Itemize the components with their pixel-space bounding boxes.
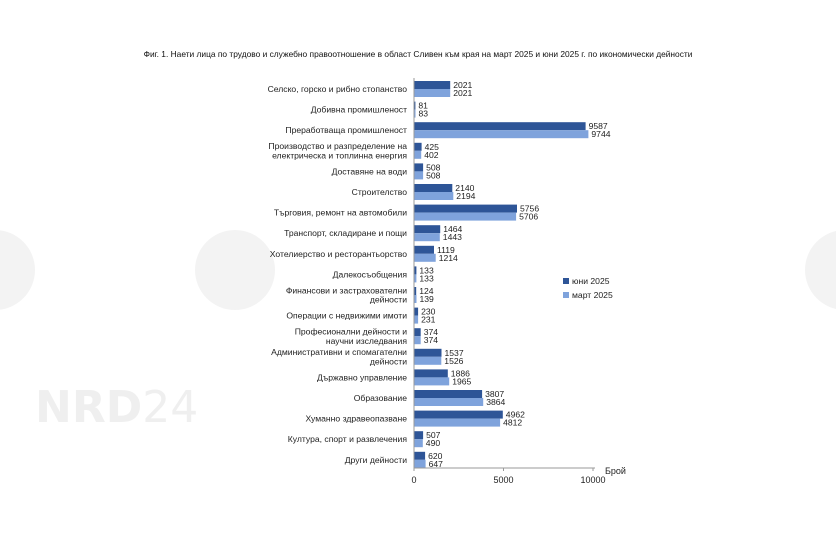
category-label: Образование (353, 393, 407, 403)
category-label: Доставяне на води (331, 166, 407, 177)
data-label: 620 (428, 450, 443, 461)
data-label: 139 (419, 294, 434, 304)
data-label: 5756 (520, 203, 540, 214)
category-label: Професионални дейности и научни изследвания (294, 326, 407, 346)
data-label: 1886 (450, 368, 470, 379)
data-label: 1443 (442, 232, 462, 243)
data-label: 231 (421, 314, 436, 325)
category-label: Финансови и застрахователни дейности (285, 285, 407, 305)
watermark-text: NRD24 (35, 382, 199, 433)
category-label: Транспорт, складиране и пощи (284, 228, 407, 239)
bar (414, 349, 442, 357)
tick-label: 10000 (580, 475, 606, 485)
category-label: Далекосъобщения (332, 269, 407, 280)
bar (414, 233, 440, 241)
bar (414, 81, 450, 89)
data-label: 507 (426, 430, 441, 441)
bar (414, 143, 422, 151)
bar (414, 89, 450, 97)
bar (414, 439, 423, 447)
category-label: Преработваща промишленост (285, 125, 407, 136)
bar (414, 163, 423, 171)
data-label: 9744 (591, 129, 611, 140)
bar (414, 171, 423, 179)
bar (414, 411, 503, 419)
bar (414, 122, 586, 130)
category-label: Операции с недвижими имоти (286, 310, 407, 321)
data-label: 1526 (444, 355, 464, 366)
data-label: 1214 (438, 252, 458, 263)
bar (414, 308, 418, 316)
bar (414, 225, 440, 233)
legend-label: юни 2025 (572, 276, 610, 286)
legend-swatch (563, 292, 569, 298)
bar (414, 205, 517, 213)
bar (414, 452, 425, 460)
data-label: 374 (423, 335, 439, 346)
bar (414, 328, 421, 336)
bar (414, 151, 421, 159)
legend (563, 276, 613, 300)
data-label: 1119 (437, 244, 455, 255)
data-label: 124 (419, 286, 434, 296)
data-label: 133 (419, 273, 434, 284)
bar (414, 254, 436, 262)
watermark-logo-left-icon (0, 230, 35, 310)
bar (414, 357, 441, 365)
bar (414, 213, 516, 221)
data-label: 9587 (588, 121, 608, 132)
data-label: 1965 (452, 376, 472, 387)
category-label: Хуманно здравеопазване (305, 413, 407, 424)
tick-label: 5000 (493, 475, 514, 485)
data-label: 1537 (444, 347, 464, 358)
category-label: Добивна промишленост (310, 104, 407, 115)
category-label: Строителство (351, 187, 407, 197)
data-label: 2194 (456, 191, 476, 201)
data-label: 5706 (519, 211, 539, 222)
data-label: 4962 (505, 409, 525, 420)
data-label: 425 (424, 141, 439, 152)
bar (414, 246, 434, 254)
data-label: 508 (426, 162, 441, 173)
data-label: 490 (425, 438, 441, 449)
category-label: Други дейности (344, 454, 407, 465)
bar (414, 316, 418, 324)
category-label: Административни и спомагателни дейности (271, 347, 407, 367)
bar (414, 431, 423, 439)
chart-title: Фиг. 1. Наети лица по трудово и служебно правоотношение в област Сливен към края на март 2025 и юни 2025 г. по икономически дейности (143, 49, 693, 59)
bar (414, 130, 588, 138)
data-label: 2021 (453, 80, 473, 90)
data-label: 2140 (455, 183, 475, 193)
bar (414, 192, 453, 200)
data-label: 133 (419, 265, 434, 276)
x-axis-label: Брой (605, 466, 626, 476)
data-label: 4812 (503, 417, 523, 428)
legend-label: март 2025 (572, 290, 613, 300)
data-label: 1464 (443, 224, 463, 235)
data-label: 3807 (485, 389, 505, 399)
data-label: 3864 (486, 397, 506, 407)
data-label: 81 (418, 100, 428, 111)
category-label: Хотелиерство и ресторантьорство (269, 248, 407, 259)
data-label: 402 (424, 149, 439, 160)
tick-label: 0 (411, 475, 417, 485)
bar (414, 336, 421, 344)
bar (414, 390, 482, 398)
bar (414, 419, 500, 427)
category-label: Култура, спорт и развлечения (287, 434, 407, 445)
bar (414, 369, 448, 377)
data-label: 508 (426, 170, 441, 181)
data-label: 374 (423, 327, 439, 338)
category-label: Селско, горско и рибно стопанство (267, 84, 407, 94)
watermark-logo-right-icon (805, 230, 836, 310)
category-label: Търговия, ремонт на автомобили (273, 207, 407, 218)
bar (414, 184, 452, 192)
data-label: 230 (421, 306, 436, 317)
data-label: 83 (418, 108, 429, 119)
watermark-logo-center-icon (195, 230, 275, 310)
legend-swatch (563, 278, 569, 284)
category-label: Държавно управление (317, 372, 407, 383)
data-label: 647 (428, 458, 443, 469)
data-label: 2021 (453, 88, 473, 98)
bar (414, 460, 426, 468)
category-label: Производство и разпределение на електрическа и топлинна енергия (268, 141, 407, 161)
bar (414, 398, 483, 406)
bar (414, 377, 449, 385)
